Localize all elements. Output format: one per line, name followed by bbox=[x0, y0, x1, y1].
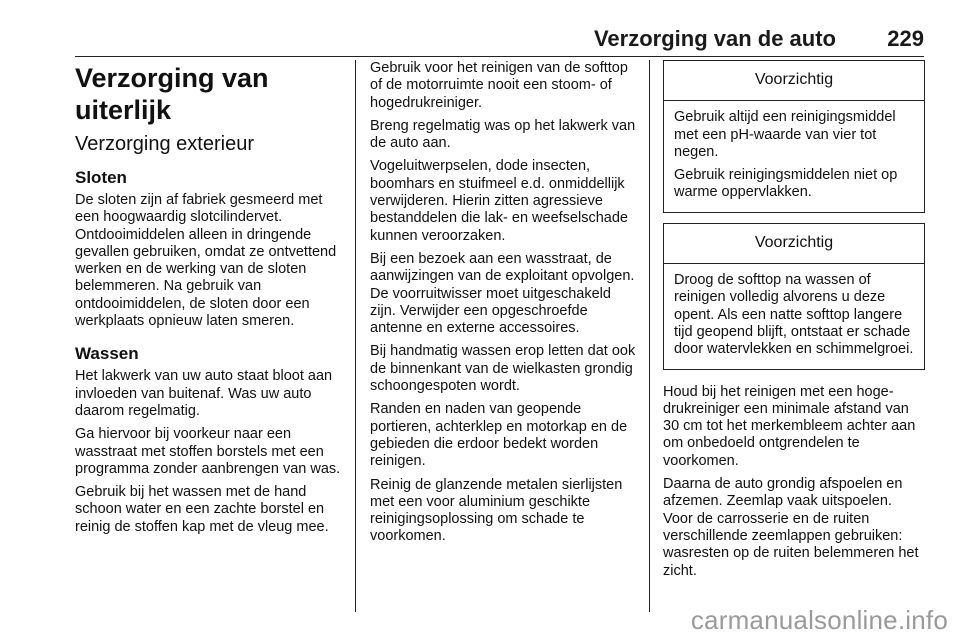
main-title: Verzorging van uiterlijk bbox=[75, 63, 269, 125]
paragraph: Houd bij het reinigen met een hogedrukreiniger een minimale afstand van 30 cm tot het merkembleem achter aan om onbedoeld ontgrendelen te voorkomen. bbox=[663, 383, 916, 469]
caution-body bbox=[664, 264, 924, 368]
paragraph: Gebruik altijd een reinigingsmiddel met een pH-waarde van vier tot negen. bbox=[674, 109, 896, 160]
paragraph: Gebruik reinigingsmiddelen niet op warme oppervlakken. bbox=[674, 167, 898, 201]
column-divider-2 bbox=[649, 60, 650, 612]
column-divider-1 bbox=[355, 60, 356, 612]
column-middle bbox=[370, 60, 636, 552]
column-right bbox=[663, 60, 925, 586]
paragraph: De sloten zijn af fabriek gesmeerd met een hoogwaardig slotcilindervet. Ontdooimiddelen alleen in dringende gevallen gebruiken, omdat ze ontvettend werken en de werking van de sloten belemmeren. Na gebruik van ontdooimiddelen, de sloten door een werkplaats opnieuw laten smeren. bbox=[75, 192, 337, 330]
paragraph: Gebruik voor het reinigen van de softtop of de motorruimte nooit een stoom- of hogedrukreiniger. bbox=[370, 60, 628, 111]
caution-body bbox=[664, 101, 924, 211]
caution-title: Voorzichtig bbox=[664, 61, 924, 101]
paragraph: Bij handmatig wassen erop letten dat ook de binnenkant van de wielkasten grondig schoongespoten wordt. bbox=[370, 343, 636, 395]
section-heading-sloten: Sloten bbox=[75, 168, 127, 187]
paragraph: Droog de softtop na wassen of reinigen volledig alvorens u deze opent. Als een natte softtop langere tijd geopend blijft, ontstaat er schade door watervlekken en schimmelgroei. bbox=[674, 272, 914, 358]
paragraph: Randen en naden van geopende portieren, achterklep en motorkap en de gebieden die erdoor bedekt worden reinigen. bbox=[370, 401, 628, 470]
header-rule bbox=[75, 56, 924, 57]
running-header-title: Verzorging van de auto bbox=[593, 26, 836, 51]
paragraph: Het lakwerk van uw auto staat bloot aan invloeden van buitenaf. Was uw auto daarom regelmatig. bbox=[75, 368, 333, 419]
column-left bbox=[75, 60, 345, 542]
section-heading-wassen: Wassen bbox=[75, 344, 139, 364]
page-number: 229 bbox=[887, 26, 924, 51]
caution-box bbox=[663, 60, 925, 213]
paragraph: Breng regelmatig was op het lakwerk van de auto aan. bbox=[370, 117, 636, 152]
paragraph: Daarna de auto grondig afspoelen en afzemen. Zeemlap vaak uitspoelen. Voor de carrosserie en de ruiten verschillende zeemlappen gebruiken: wasresten op de ruiten belemmeren het zicht. bbox=[663, 476, 919, 579]
paragraph: Bij een bezoek aan een wasstraat, de aanwijzingen van de exploitant opvolgen. De voorruitwisser moet uitgeschakeld zijn. Verwijder een opgeschroefde antenne en externe accessoires. bbox=[370, 250, 635, 337]
paragraph: Gebruik bij het wassen met de hand schoon water en een zachte borstel en reinig de stoffen kap met de vleug mee. bbox=[75, 484, 329, 535]
paragraph: Ga hiervoor bij voorkeur naar een wasstraat met stoffen borstels met een programma zonder aanbrengen van was. bbox=[75, 426, 341, 477]
paragraph: Vogeluitwerpselen, dode insecten, boomhars en stuifmeel e.d. onmiddellijk verwijderen. Hierin zitten agressieve bestanddelen die lak- en weefselschade kunnen veroorzaken. bbox=[370, 158, 628, 244]
sub-title: Verzorging exterieur bbox=[75, 133, 254, 155]
caution-title: Voorzichtig bbox=[664, 224, 924, 264]
caution-box bbox=[663, 223, 925, 370]
watermark: carmanualsonline.info bbox=[690, 605, 948, 635]
paragraph: Reinig de glanzende metalen sierlijsten met een voor aluminium geschikte reinigingsoplossing om schade te voorkomen. bbox=[370, 476, 623, 545]
page-header bbox=[0, 26, 924, 56]
